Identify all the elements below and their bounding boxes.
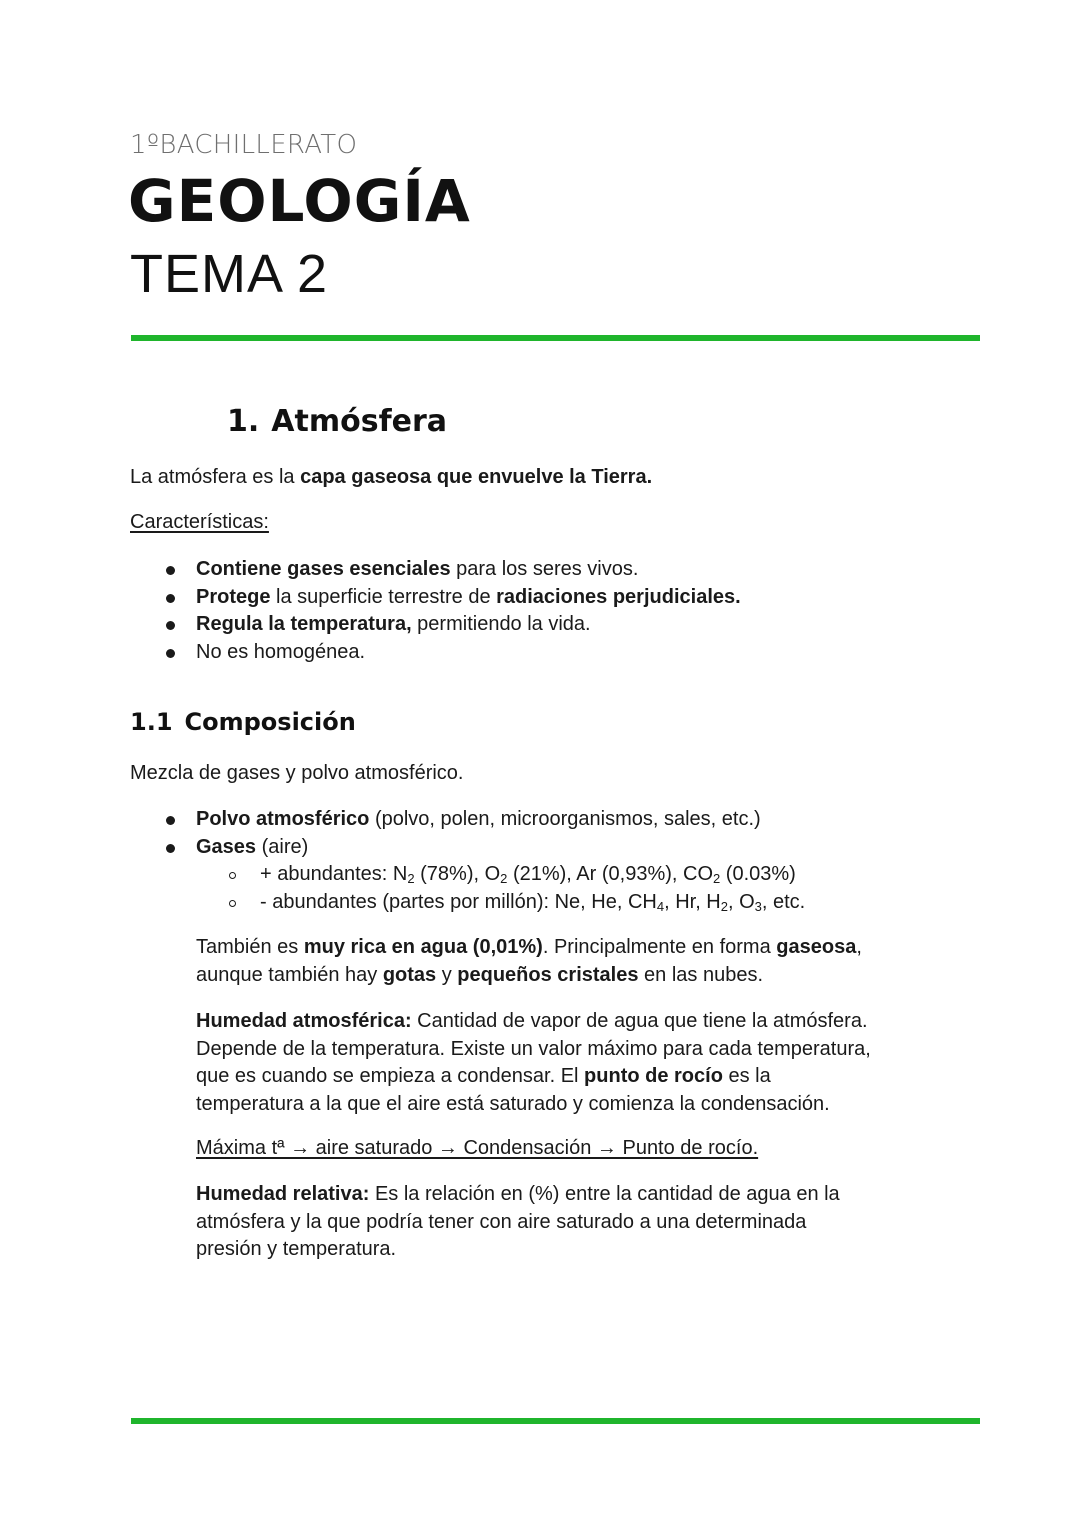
- list-item: Gases (aire): [196, 836, 309, 858]
- topic-title: TEMA 2: [130, 244, 329, 304]
- definition-paragraph: La atmósfera es la capa gaseosa que envuelve la Tierra.: [130, 466, 653, 488]
- sub-bullet-circle: [229, 900, 236, 907]
- top-divider: [131, 335, 980, 341]
- list-item: Regula la temperatura, permitiendo la vida.: [196, 613, 591, 635]
- features-label: Características:: [130, 511, 269, 533]
- subsection-heading-composicion: 1.1 Composición: [130, 708, 356, 736]
- bullet-dot: [166, 621, 175, 630]
- bullet-dot: [166, 594, 175, 603]
- bullet-dot: [166, 566, 175, 575]
- humidity-paragraph: Humedad atmosférica: Cantidad de vapor de agua que tiene la atmósfera. Depende de la temperatura. Existe un valor máximo para cada temperatura, que es cuando se empieza a condensar. El punto de rocío es la temperatura a la que el aire está saturado y comienza la condensación.: [196, 1010, 871, 1115]
- bottom-divider: [131, 1418, 980, 1424]
- subject-title: GEOLOGÍA: [128, 167, 471, 235]
- composition-intro: Mezcla de gases y polvo atmosférico.: [130, 762, 464, 784]
- bullet-dot: [166, 816, 175, 825]
- bullet-dot: [166, 844, 175, 853]
- bullet-dot: [166, 649, 175, 658]
- sub-list-item: + abundantes: $N_2$ (78%), $O_2$ (21%), Ar (0,93%), $CO_2$ (0.03%): [260, 863, 796, 886]
- list-item: Protege la superficie terrestre de radiaciones perjudiciales.: [196, 586, 741, 608]
- sub-bullet-circle: [229, 872, 236, 879]
- list-item: Contiene gases esenciales para los seres vivos.: [196, 558, 639, 580]
- list-item: No es homogénea.: [196, 641, 366, 663]
- water-paragraph: También es muy rica en agua (0,01%). Principalmente en forma gaseosa, aunque también hay gotas y pequeños cristales en las nubes.: [196, 936, 862, 986]
- section-number: 1.: [227, 404, 260, 439]
- list-item: Polvo atmosférico (polvo, polen, microorganismos, sales, etc.): [196, 808, 761, 830]
- section-heading-atmosfera: [227, 404, 447, 439]
- course-label: 1ºBACHILLERATO: [130, 130, 358, 160]
- condensation-chain: Máxima tª → aire saturado → Condensación → Punto de rocío.: [196, 1137, 759, 1159]
- relative-humidity-paragraph: Humedad relativa: Es la relación en (%) entre la cantidad de agua en la atmósfera y la que podría tener con aire saturado a una determinada presión y temperatura.: [196, 1183, 840, 1260]
- sub-list-item: - abundantes (partes por millón): Ne, He, $CH_4$, Hr, $H_2$, $O_3$, etc.: [260, 891, 806, 914]
- section-title: Atmósfera: [271, 404, 448, 439]
